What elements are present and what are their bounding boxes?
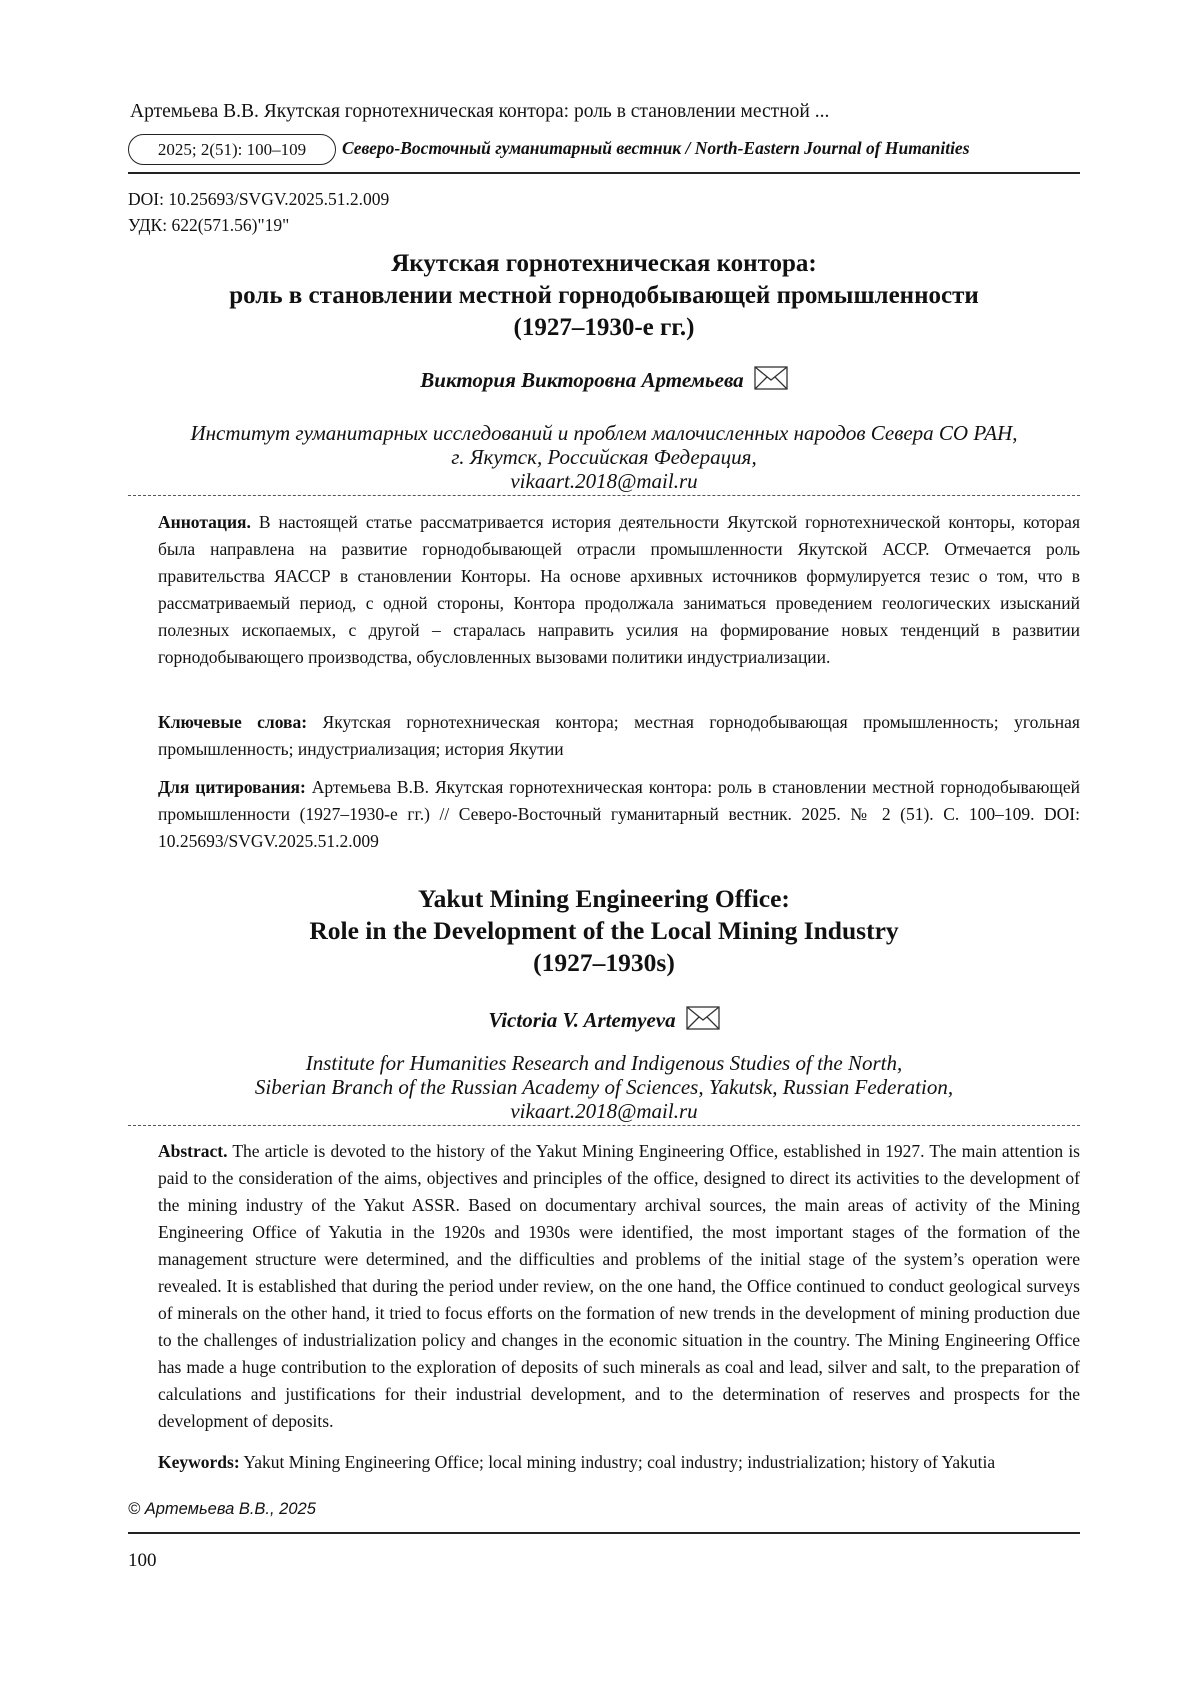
dashed-divider [128,1125,1080,1126]
title-en-line: Role in the Development of the Local Mining Industry [309,916,899,945]
keywords-en-label: Keywords: [158,1452,240,1472]
header-rule [128,172,1080,174]
author-ru-name: Виктория Викторовна Артемьева [420,368,744,392]
affiliation-ru [128,421,1080,493]
dashed-divider [128,495,1080,496]
author-en [128,1006,1080,1033]
affiliation-en-line: Institute for Humanities Research and Indigenous Studies of the North, [305,1051,903,1075]
issue-badge: 2025; 2(51): 100–109 [128,134,336,165]
affiliation-ru-line: Институт гуманитарных исследований и проблем малочисленных народов Севера СО РАН, [190,421,1018,445]
title-en-line: (1927–1930s) [533,948,675,977]
title-ru-line: Якутская горнотехническая контора: [391,250,817,277]
abstract-en [128,1138,1080,1435]
udk: УДК: 622(571.56)"19" [128,215,290,235]
article-title-en [128,883,1080,979]
abstract-en-text: The article is devoted to the history of the Yakut Mining Engineering Office, established in 1927. The main attention is paid to the consideration of the aims, objectives and principles of the office, designed to direct its activities to the development of the mining industry of the Yakut ASSR. Based on documentary archival sources, the main areas of activity of the Mining Engineering Office of Yakutia in the 1920s and 1930s were identified, the most important stages of the formation of the management structure were determined, and the difficulties and problems of the initial stage of the system’s operation were revealed. It is established that during the period under review, on the one hand, the Office continued to conduct geological surveys of minerals on the other hand, it tried to focus efforts on the formation of new trends in the development of mining production due to the challenges of industrialization policy and changes in the economic situation in the country. The Mining Engineering Office has made a huge contribution to the exploration of deposits of such minerals as coal and lead, silver and salt, to the preparation of calculations and justifications for their industrial development, and to the determination of reserves and prospects for the development of deposits. [158,1141,1080,1431]
citation-text: Артемьева В.В. Якутская горнотехническая контора: роль в становлении местной горнодобывающей промышленности (1927–1930-е гг.) // Северо-Восточный гуманитарный вестник. 2025. № 2 (51). С. 100–109. DOI: 10.25693/SVGV.2025.51.2.009 [158,777,1080,851]
abstract-en-label: Abstract. [158,1141,228,1161]
keywords-ru-label: Ключевые слова: [158,712,308,732]
running-head: Артемьева В.В. Якутская горнотехническая контора: роль в становлении местной ... [130,101,830,122]
title-ru-line: роль в становлении местной горнодобывающей промышленности [229,282,979,309]
copyright: © Артемьева В.В., 2025 [128,1500,316,1518]
abstract-ru [128,509,1080,671]
journal-name: Северо-Восточный гуманитарный вестник / North-Eastern Journal of Humanities [342,138,970,158]
abstract-ru-label: Аннотация. [158,512,251,532]
author-ru [128,366,1080,393]
citation-label: Для цитирования: [158,777,306,797]
mail-icon[interactable] [686,1006,720,1030]
mail-icon[interactable] [754,366,788,390]
affiliation-en-line: Siberian Branch of the Russian Academy of Sciences, Yakutsk, Russian Federation, [254,1075,954,1099]
keywords-ru [128,709,1080,763]
author-email-ru[interactable]: vikaart.2018@mail.ru [510,469,698,493]
article-title-ru [128,248,1080,344]
title-ru-line: (1927–1930-е гг.) [513,314,695,341]
doi[interactable]: DOI: 10.25693/SVGV.2025.51.2.009 [128,189,390,209]
keywords-en-text: Yakut Mining Engineering Office; local mining industry; coal industry; industrialization; history of Yakutia [239,1452,996,1472]
page-number: 100 [128,1550,157,1571]
affiliation-ru-line: г. Якутск, Российская Федерация, [451,445,757,469]
keywords-en [128,1449,1080,1476]
keywords-ru-text: Якутская горнотехническая контора; местная горнодобывающая промышленность; угольная промышленность; индустриализация; история Якутии [158,712,1080,759]
affiliation-en [128,1051,1080,1123]
citation-ru [128,774,1080,855]
abstract-ru-text: В настоящей статье рассматривается история деятельности Якутской горнотехнической конторы, которая была направлена на развитие горнодобывающей отрасли промышленности Якутской АССР. Отмечается роль правительства ЯАССР в становлении Конторы. На основе архивных источников формулируется тезис о том, что в рассматриваемый период, с одной стороны, Контора продолжала заниматься проведением геологических изысканий полезных ископаемых, с другой – старалась направить усилия на формирование новых тенденций в развитии горнодобывающего производства, обусловленных вызовами политики индустриализации. [158,512,1080,667]
author-email-en[interactable]: vikaart.2018@mail.ru [510,1099,698,1123]
author-en-name: Victoria V. Artemyeva [488,1008,676,1032]
footer-rule [128,1532,1080,1534]
title-en-line: Yakut Mining Engineering Office: [418,884,790,913]
